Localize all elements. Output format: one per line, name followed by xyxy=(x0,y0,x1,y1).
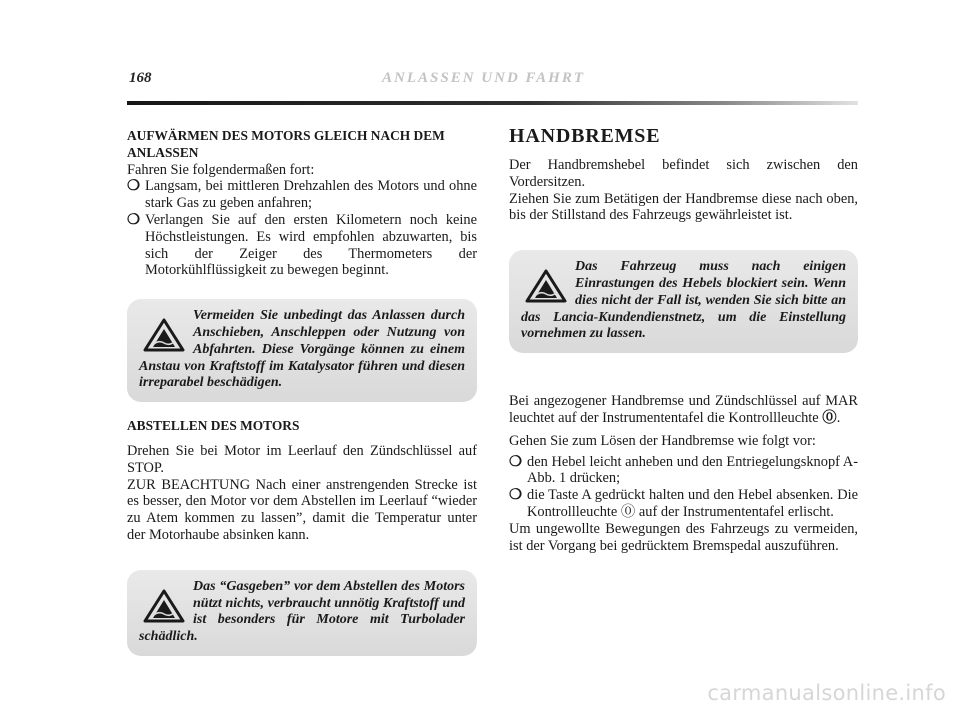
section-title-stop: ABSTELLEN DES MOTORS xyxy=(127,418,300,434)
warmup-bullet-list xyxy=(127,178,477,279)
warning-triangle-icon xyxy=(525,269,567,303)
warning-text: Das “Gasgeben” vor dem Abstellen des Motors nützt nichts, verbraucht unnötig Kraftstoff und ist besonders für Motore mit Turbolader schädlich. xyxy=(139,578,465,645)
warning-box-start xyxy=(127,299,477,402)
list-item-text: Verlangen Sie auf den ersten Kilometern noch keine Höchstleistungen. Es wird empfohlen abzuwarten, bis sich der Zeiger des Thermometers der Motorkühlflüssigkeit zu bewegen beginnt. xyxy=(145,211,477,279)
warning-text: Das Fahrzeug muss nach einigen Einrastungen des Hebels blockiert sein. Wenn dies nicht der Fall ist, wenden Sie sich bitte an das Lancia-Kundendienstnetz, um die Einstellung vornehmen zu lassen. xyxy=(521,259,846,342)
header-rule xyxy=(127,101,858,105)
bullet-icon: ❍ xyxy=(509,453,522,470)
handbrake-paragraph-2: Ziehen Sie zum Betätigen der Handbremse diese nach oben, bis der Stillstand des Fahrzeugs gewährleistet ist. xyxy=(509,190,858,224)
warning-triangle-icon xyxy=(143,589,185,623)
stop-paragraph-1: Drehen Sie bei Motor im Leerlauf den Zündschlüssel auf STOP. xyxy=(127,442,477,476)
warmup-intro: Fahren Sie folgendermaßen fort: xyxy=(127,161,315,178)
warning-text: Vermeiden Sie unbedingt das Anlassen durch Anschieben, Anschleppen oder Nutzung von Abfahrten. Diese Vorgänge können zu einem Anstau von Kraftstoff im Katalysator führen und diesen irreparabel beschädigen. xyxy=(139,308,465,391)
section-title-warmup: AUFWÄRMEN DES MOTORS GLEICH NACH DEM ANLASSEN xyxy=(127,128,445,160)
handbrake-paragraph-1: Der Handbremshebel befindet sich zwischen den Vordersitzen. xyxy=(509,157,858,190)
handbrake-paragraph-3 xyxy=(509,393,858,427)
stop-paragraph-2: ZUR BEACHTUNG Nach einer anstrengenden Strecke ist es besser, den Motor vor dem Abstellen im Leerlauf “wieder zu Atem kommen zu lassen”, damit die Temperatur unter der Motorhaube absinken kann. xyxy=(127,476,477,543)
bullet-icon: ❍ xyxy=(509,487,522,504)
list-item xyxy=(509,487,858,521)
watermark: carmanualsonline.info xyxy=(707,681,946,705)
section-title-handbrake: HANDBREMSE xyxy=(509,125,661,147)
left-column xyxy=(127,128,477,656)
paragraph-end: . xyxy=(836,409,841,426)
brake-warning-light-icon: ⓪ xyxy=(822,409,837,426)
paragraph-text: Bei angezogener Handbremse und Zündschlüssel auf MAR leuchtet auf der Instrumententafel die Kontrollleuchte xyxy=(509,393,858,426)
page-number: 168 xyxy=(129,70,152,86)
right-column xyxy=(509,124,858,554)
handbrake-paragraph-4: Gehen Sie zum Lösen der Handbremse wie folgt vor: xyxy=(509,432,816,449)
list-item xyxy=(127,178,477,212)
warning-box-gas xyxy=(127,570,477,656)
handbrake-paragraph-5: Um ungewollte Bewegungen des Fahrzeugs zu vermeiden, ist der Vorgang bei gedrücktem Bremspedal auszuführen. xyxy=(509,520,858,554)
list-item-text: den Hebel leicht anheben und den Entriegelungsknopf A-Abb. 1 drücken; xyxy=(527,453,858,487)
list-item-text: Langsam, bei mittleren Drehzahlen des Motors und ohne stark Gas zu geben anfahren; xyxy=(145,178,477,212)
list-item xyxy=(509,454,858,488)
list-item xyxy=(127,212,477,279)
release-bullet-list xyxy=(509,454,858,521)
page-header-title: ANLASSEN UND FAHRT xyxy=(382,70,585,86)
list-item-text: die Taste A gedrückt halten und den Hebel absenken. Die Kontrollleuchte ⓪ auf der Instrumententafel erlischt. xyxy=(527,487,858,520)
bullet-icon: ❍ xyxy=(127,178,140,195)
bullet-icon: ❍ xyxy=(127,211,140,228)
warning-box-handbrake xyxy=(509,250,858,353)
warning-triangle-icon xyxy=(143,318,185,352)
